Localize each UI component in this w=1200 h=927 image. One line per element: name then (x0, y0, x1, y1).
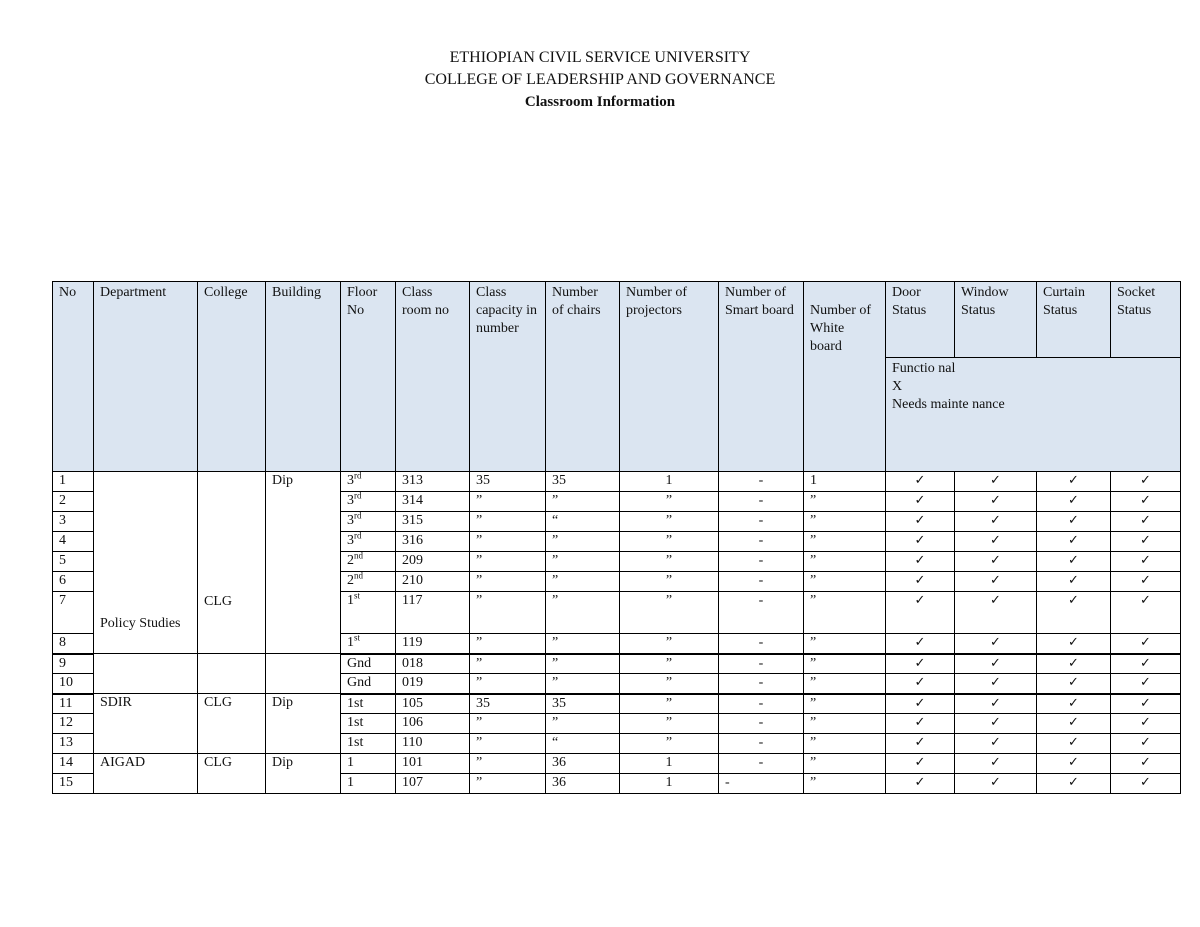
capacity-cell: ” (470, 674, 546, 694)
floor-suffix: rd (354, 510, 362, 521)
smart-board-cell: - (719, 592, 804, 634)
door-status-check-icon: ✓ (886, 552, 955, 572)
floor-value: Gnd (347, 675, 372, 690)
row-no: 14 (53, 754, 94, 774)
university-name: ETHIOPIAN CIVIL SERVICE UNIVERSITY (449, 49, 751, 66)
smart-board-cell: - (719, 734, 804, 754)
curtain-status-check-icon: ✓ (1037, 674, 1111, 694)
socket-status-check-icon: ✓ (1111, 512, 1181, 532)
chairs-cell: ” (546, 714, 620, 734)
chairs-cell: 35 (546, 472, 620, 492)
white-board-cell: ” (804, 734, 886, 754)
row-no: 3 (53, 512, 94, 532)
capacity-cell: ” (470, 754, 546, 774)
chairs-cell: 36 (546, 774, 620, 794)
floor-suffix: rd (354, 490, 362, 501)
capacity-cell: ” (470, 714, 546, 734)
door-status-check-icon: ✓ (886, 694, 955, 714)
row-no: 13 (53, 734, 94, 754)
col-header-capacity: Class capacity in number (470, 282, 546, 472)
room-cell: 107 (396, 774, 470, 794)
status-legend (886, 358, 1181, 472)
window-status-check-icon: ✓ (955, 774, 1037, 794)
socket-status-check-icon: ✓ (1111, 654, 1181, 674)
chairs-cell: ” (546, 532, 620, 552)
room-cell: 018 (396, 654, 470, 674)
curtain-status-check-icon: ✓ (1037, 654, 1111, 674)
room-cell: 106 (396, 714, 470, 734)
table-row (53, 654, 1181, 674)
socket-status-check-icon: ✓ (1111, 734, 1181, 754)
curtain-status-check-icon: ✓ (1037, 572, 1111, 592)
col-header-department: Department (94, 282, 198, 472)
floor-cell (341, 654, 396, 674)
door-status-check-icon: ✓ (886, 512, 955, 532)
chairs-cell: “ (546, 734, 620, 754)
socket-status-check-icon: ✓ (1111, 694, 1181, 714)
chairs-cell: 36 (546, 754, 620, 774)
capacity-cell: ” (470, 734, 546, 754)
floor-cell (341, 492, 396, 512)
curtain-status-check-icon: ✓ (1037, 774, 1111, 794)
chairs-cell: ” (546, 552, 620, 572)
room-cell: 315 (396, 512, 470, 532)
smart-board-cell: - (719, 714, 804, 734)
capacity-cell: ” (470, 774, 546, 794)
socket-status-check-icon: ✓ (1111, 572, 1181, 592)
window-status-check-icon: ✓ (955, 634, 1037, 654)
room-cell: 110 (396, 734, 470, 754)
col-header-floor: Floor No (341, 282, 396, 472)
door-status-check-icon: ✓ (886, 492, 955, 512)
row-no: 11 (53, 694, 94, 714)
chairs-cell: ” (546, 654, 620, 674)
college-cell: CLG (198, 472, 266, 654)
room-cell: 316 (396, 532, 470, 552)
curtain-status-check-icon: ✓ (1037, 532, 1111, 552)
floor-value: 3 (347, 513, 354, 528)
smart-board-cell: - (719, 694, 804, 714)
floor-value: 3 (347, 473, 354, 488)
row-no: 5 (53, 552, 94, 572)
department-cell: SDIR (94, 694, 198, 754)
floor-value: 1 (347, 755, 354, 770)
floor-cell (341, 552, 396, 572)
col-header-chairs: Number of chairs (546, 282, 620, 472)
col-header-no: No (53, 282, 94, 472)
white-board-cell: ” (804, 754, 886, 774)
floor-cell (341, 532, 396, 552)
window-status-check-icon: ✓ (955, 694, 1037, 714)
window-status-check-icon: ✓ (955, 472, 1037, 492)
capacity-cell: ” (470, 552, 546, 572)
white-board-cell: ” (804, 674, 886, 694)
curtain-status-check-icon: ✓ (1037, 552, 1111, 572)
door-status-check-icon: ✓ (886, 754, 955, 774)
curtain-status-check-icon: ✓ (1037, 472, 1111, 492)
smart-board-cell: - (719, 492, 804, 512)
door-status-check-icon: ✓ (886, 674, 955, 694)
smart-board-cell: - (719, 674, 804, 694)
department-cell: Policy Studies (94, 472, 198, 654)
col-header-smart-board: Number of Smart board (719, 282, 804, 472)
chairs-cell: 35 (546, 694, 620, 714)
building-cell: Dip (266, 472, 341, 654)
capacity-cell: 35 (470, 694, 546, 714)
window-status-check-icon: ✓ (955, 654, 1037, 674)
socket-status-check-icon: ✓ (1111, 674, 1181, 694)
curtain-status-check-icon: ✓ (1037, 714, 1111, 734)
college-name: COLLEGE OF LEADERSHIP AND GOVERNANCE (424, 71, 776, 88)
table-row (53, 694, 1181, 714)
socket-status-check-icon: ✓ (1111, 492, 1181, 512)
capacity-cell: ” (470, 634, 546, 654)
room-cell: 019 (396, 674, 470, 694)
floor-cell (341, 754, 396, 774)
floor-cell (341, 714, 396, 734)
col-header-curtain: Curtain Status (1037, 282, 1111, 358)
legend-needs-maintenance: Needs mainte nance (892, 397, 1005, 412)
floor-value: 1 (347, 593, 354, 608)
white-board-cell: ” (804, 714, 886, 734)
document-header (0, 47, 1200, 113)
floor-cell (341, 774, 396, 794)
curtain-status-check-icon: ✓ (1037, 592, 1111, 634)
row-no: 9 (53, 654, 94, 674)
floor-cell (341, 694, 396, 714)
white-board-cell: 1 (804, 472, 886, 492)
floor-suffix: nd (354, 570, 363, 581)
floor-suffix: nd (354, 550, 363, 561)
col-header-white-board: Number of White board (804, 282, 886, 472)
legend-x: X (892, 379, 903, 394)
row-no: 8 (53, 634, 94, 654)
building-cell: Dip (266, 694, 341, 754)
curtain-status-check-icon: ✓ (1037, 512, 1111, 532)
col-header-building: Building (266, 282, 341, 472)
floor-value: 1 (347, 775, 354, 790)
document-title: Classroom Information (524, 94, 676, 110)
chairs-cell: ” (546, 572, 620, 592)
socket-status-check-icon: ✓ (1111, 774, 1181, 794)
room-cell: 313 (396, 472, 470, 492)
projectors-cell: ” (620, 714, 719, 734)
window-status-check-icon: ✓ (955, 532, 1037, 552)
row-no: 15 (53, 774, 94, 794)
col-header-projectors: Number of projectors (620, 282, 719, 472)
projectors-cell: ” (620, 552, 719, 572)
projectors-cell: ” (620, 634, 719, 654)
smart-board-cell: - (719, 654, 804, 674)
white-board-cell: ” (804, 552, 886, 572)
socket-status-check-icon: ✓ (1111, 634, 1181, 654)
projectors-cell: 1 (620, 472, 719, 492)
projectors-cell: ” (620, 532, 719, 552)
capacity-cell: ” (470, 512, 546, 532)
socket-status-check-icon: ✓ (1111, 714, 1181, 734)
floor-suffix: st (354, 632, 361, 643)
classroom-rows (53, 472, 1181, 794)
door-status-check-icon: ✓ (886, 472, 955, 492)
window-status-check-icon: ✓ (955, 734, 1037, 754)
building-cell (266, 654, 341, 694)
floor-cell (341, 472, 396, 492)
col-header-window: Window Status (955, 282, 1037, 358)
door-status-check-icon: ✓ (886, 774, 955, 794)
projectors-cell: ” (620, 512, 719, 532)
row-no: 2 (53, 492, 94, 512)
room-cell: 210 (396, 572, 470, 592)
college-cell: CLG (198, 754, 266, 794)
floor-value: Gnd (347, 655, 372, 671)
capacity-cell: ” (470, 532, 546, 552)
white-board-cell: ” (804, 592, 886, 634)
smart-board-cell: - (719, 552, 804, 572)
row-no: 10 (53, 674, 94, 694)
floor-value: 1st (347, 695, 364, 711)
legend-functional: Functio nal (892, 361, 956, 376)
curtain-status-check-icon: ✓ (1037, 634, 1111, 654)
college-cell (198, 654, 266, 694)
curtain-status-check-icon: ✓ (1037, 734, 1111, 754)
projectors-cell: ” (620, 734, 719, 754)
smart-board-cell: - (719, 532, 804, 552)
classroom-table (52, 281, 1181, 794)
col-header-room: Class room no (396, 282, 470, 472)
smart-board-cell: - (719, 472, 804, 492)
row-no: 4 (53, 532, 94, 552)
curtain-status-check-icon: ✓ (1037, 492, 1111, 512)
floor-value: 1st (347, 735, 364, 750)
white-board-cell: ” (804, 634, 886, 654)
socket-status-check-icon: ✓ (1111, 472, 1181, 492)
projectors-cell: ” (620, 654, 719, 674)
floor-suffix: st (354, 590, 361, 601)
capacity-cell: ” (470, 592, 546, 634)
window-status-check-icon: ✓ (955, 552, 1037, 572)
smart-board-cell: - (719, 634, 804, 654)
department-cell (94, 654, 198, 694)
floor-cell (341, 572, 396, 592)
department-cell: AIGAD (94, 754, 198, 794)
capacity-cell: ” (470, 492, 546, 512)
socket-status-check-icon: ✓ (1111, 754, 1181, 774)
building-cell: Dip (266, 754, 341, 794)
floor-value: 2 (347, 573, 354, 588)
floor-value: 1st (347, 715, 364, 730)
socket-status-check-icon: ✓ (1111, 552, 1181, 572)
white-board-cell: ” (804, 532, 886, 552)
window-status-check-icon: ✓ (955, 592, 1037, 634)
room-cell: 119 (396, 634, 470, 654)
door-status-check-icon: ✓ (886, 532, 955, 552)
white-board-cell: ” (804, 512, 886, 532)
window-status-check-icon: ✓ (955, 674, 1037, 694)
floor-cell (341, 634, 396, 654)
floor-cell (341, 674, 396, 694)
floor-suffix: rd (354, 470, 362, 481)
curtain-status-check-icon: ✓ (1037, 754, 1111, 774)
capacity-cell: ” (470, 654, 546, 674)
capacity-cell: 35 (470, 472, 546, 492)
row-no: 7 (53, 592, 94, 634)
room-cell: 117 (396, 592, 470, 634)
floor-value: 1 (347, 635, 354, 650)
white-board-cell: ” (804, 654, 886, 674)
floor-cell (341, 592, 396, 634)
curtain-status-check-icon: ✓ (1037, 694, 1111, 714)
smart-board-cell: - (719, 774, 804, 794)
door-status-check-icon: ✓ (886, 714, 955, 734)
door-status-check-icon: ✓ (886, 634, 955, 654)
table-row (53, 472, 1181, 492)
door-status-check-icon: ✓ (886, 572, 955, 592)
projectors-cell: ” (620, 592, 719, 634)
chairs-cell: “ (546, 512, 620, 532)
floor-cell (341, 734, 396, 754)
row-no: 12 (53, 714, 94, 734)
projectors-cell: ” (620, 674, 719, 694)
smart-board-cell: - (719, 512, 804, 532)
white-board-cell: ” (804, 572, 886, 592)
socket-status-check-icon: ✓ (1111, 532, 1181, 552)
floor-value: 2 (347, 553, 354, 568)
col-header-socket: Socket Status (1111, 282, 1181, 358)
room-cell: 209 (396, 552, 470, 572)
floor-value: 3 (347, 533, 354, 548)
capacity-cell: ” (470, 572, 546, 592)
white-board-cell: ” (804, 694, 886, 714)
white-board-cell: ” (804, 492, 886, 512)
white-board-cell: ” (804, 774, 886, 794)
socket-status-check-icon: ✓ (1111, 592, 1181, 634)
door-status-check-icon: ✓ (886, 654, 955, 674)
door-status-check-icon: ✓ (886, 592, 955, 634)
row-no: 6 (53, 572, 94, 592)
table-row (53, 754, 1181, 774)
floor-value: 3 (347, 493, 354, 508)
smart-board-cell: - (719, 754, 804, 774)
projectors-cell: ” (620, 694, 719, 714)
floor-cell (341, 512, 396, 532)
projectors-cell: ” (620, 492, 719, 512)
col-header-college: College (198, 282, 266, 472)
projectors-cell: ” (620, 572, 719, 592)
window-status-check-icon: ✓ (955, 492, 1037, 512)
window-status-check-icon: ✓ (955, 572, 1037, 592)
chairs-cell: ” (546, 634, 620, 654)
floor-suffix: rd (354, 530, 362, 541)
window-status-check-icon: ✓ (955, 754, 1037, 774)
chairs-cell: ” (546, 674, 620, 694)
smart-board-cell: - (719, 572, 804, 592)
college-cell: CLG (198, 694, 266, 754)
window-status-check-icon: ✓ (955, 512, 1037, 532)
room-cell: 105 (396, 694, 470, 714)
room-cell: 314 (396, 492, 470, 512)
projectors-cell: 1 (620, 774, 719, 794)
chairs-cell: ” (546, 592, 620, 634)
window-status-check-icon: ✓ (955, 714, 1037, 734)
projectors-cell: 1 (620, 754, 719, 774)
door-status-check-icon: ✓ (886, 734, 955, 754)
room-cell: 101 (396, 754, 470, 774)
col-header-door: Door Status (886, 282, 955, 358)
chairs-cell: ” (546, 492, 620, 512)
row-no: 1 (53, 472, 94, 492)
